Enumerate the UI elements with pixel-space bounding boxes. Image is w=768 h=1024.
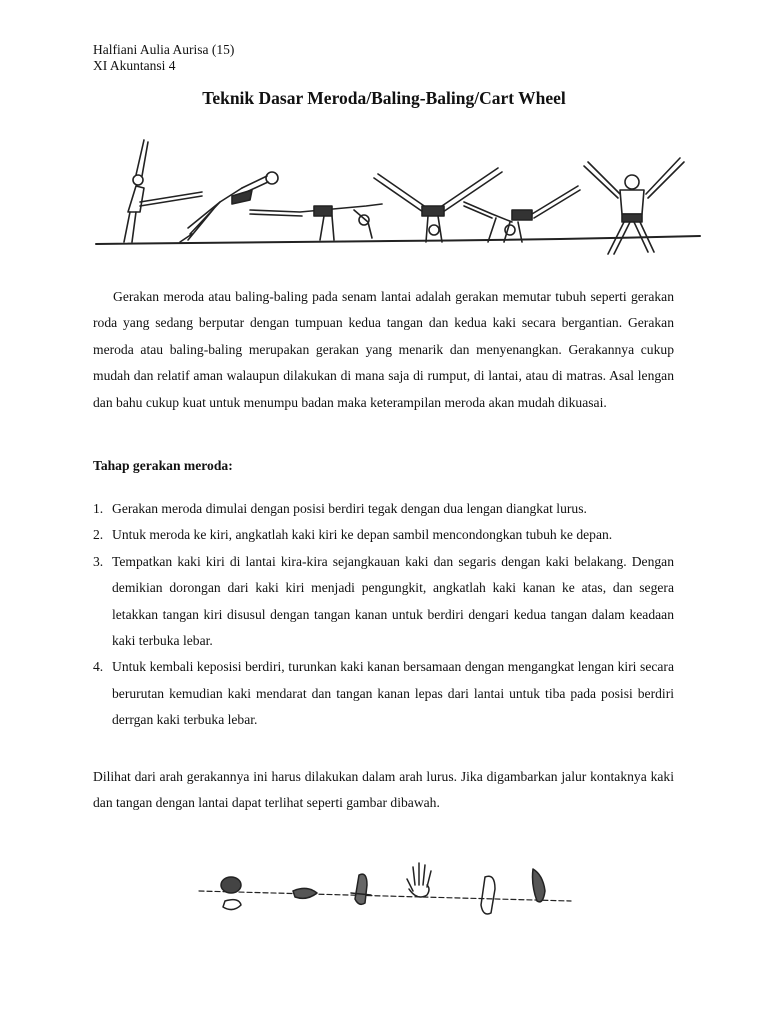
step-text: Untuk kembali keposisi berdiri, turunkan kaki kanan bersamaan dengan mengangkat lengan kiri secara berurutan kemudian kaki mendarat dan tangan kanan lepas dari lantai untuk tiba pada posisi berdiri derrgan kaki terbuka lebar. [112,659,674,728]
document-title: Teknik Dasar Meroda/Baling-Baling/Cart Wheel [202,88,566,108]
closing-paragraph: Dilihat dari arah gerakannya ini harus dilakukan dalam arah lurus. Jika digambarkan jalur kontaknya kaki dan tangan dengan lantai dapat terlihat seperti gambar dibawah. [93,769,674,811]
contact-path-illustration [195,855,575,915]
step-text: Untuk meroda ke kiri, angkatlah kaki kiri ke depan sambil mencondongkan tubuh ke depan. [112,527,613,543]
intro-paragraph: Gerakan meroda atau baling-baling pada senam lantai adalah gerakan memutar tubuh seperti gerakan roda yang sedang berputar dengan tumpuan kedua tangan dan kedua kaki secara bergantian. Gerakan meroda atau baling-baling merupakan gerakan yang menarik dan menyenangkan. Gerakannya cukup mudah dan relatif aman walaupun dilakukan di mana saja di rumput, di lantai, atau di matras. Asal lengan dan bahu cukup kuat untuk menumpu badan maka keterampilan meroda akan mudah dikuasai. [93,289,674,410]
step-number: 3. [93,553,104,569]
step-number: 2. [93,527,104,543]
cartwheel-sequence-illustration [92,130,704,255]
author-name: Halfiani Aulia Aurisa (15) [93,42,235,57]
list-item [93,496,674,522]
steps-heading: Tahap gerakan meroda: [93,458,233,473]
steps-list [93,496,674,734]
step-text: Tempatkan kaki kiri di lantai kira-kira sejangkauan kaki dan segaris dengan kaki belakang. Dengan demikian dorongan dari kaki kiri menjadi pengungkit, angkatlah kaki kanan ke atas, dan segera letakkan tangan kiri disusul dengan tangan kanan untuk berdiri dengari kedua tangan dalam keadaan kaki terbuka lebar. [112,553,674,649]
list-item [93,549,674,655]
step-number: 1. [93,501,104,516]
class-name: XI Akuntansi 4 [93,58,176,73]
step-number: 4. [93,659,104,675]
list-item [93,654,674,733]
list-item [93,522,674,548]
step-text: Gerakan meroda dimulai dengan posisi berdiri tegak dengan dua lengan diangkat lurus. [112,501,587,516]
